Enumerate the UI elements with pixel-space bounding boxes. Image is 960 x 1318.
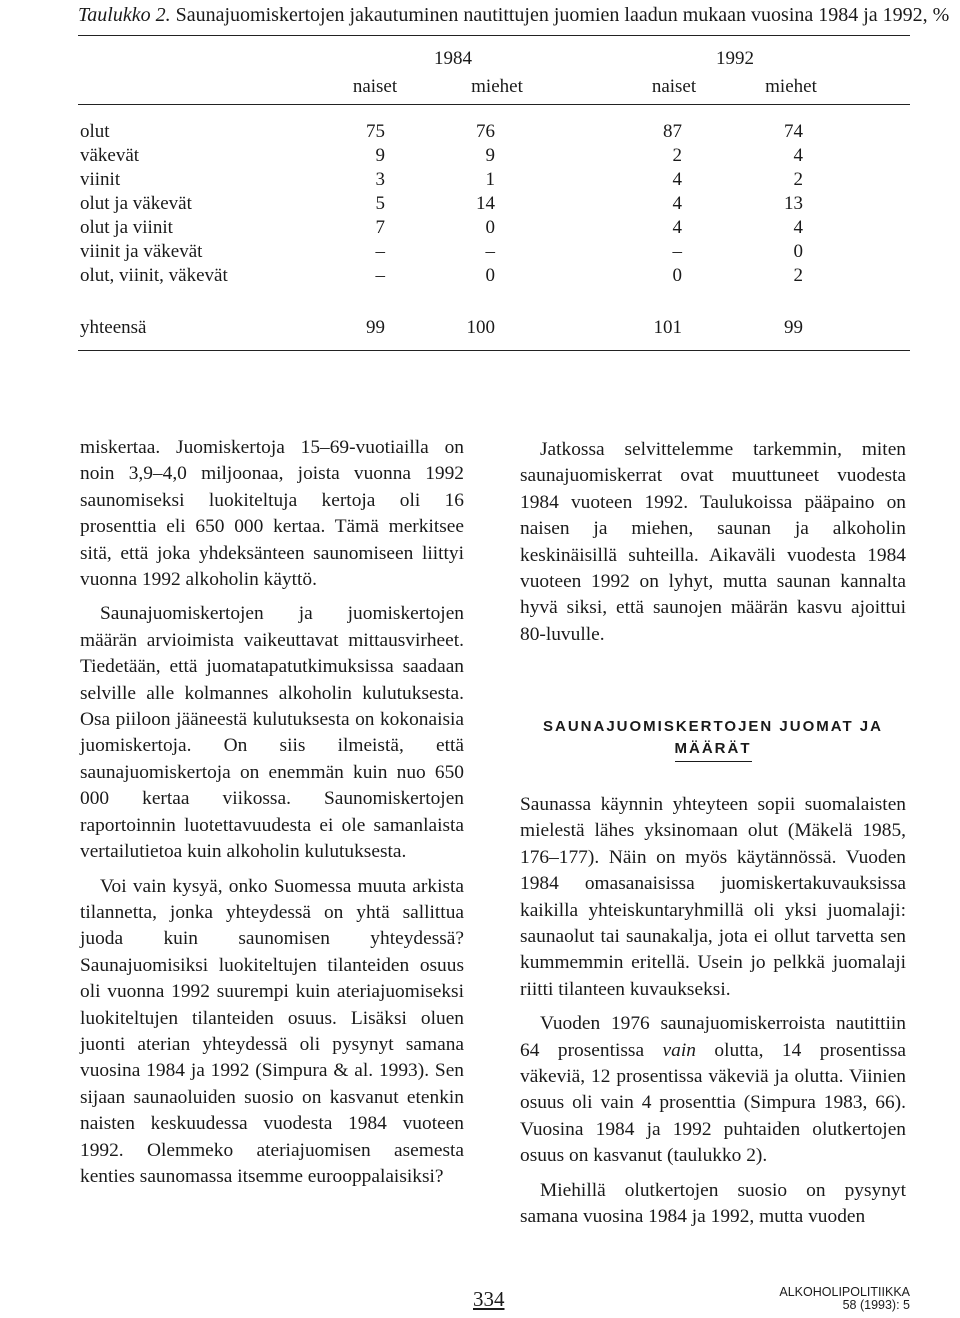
table-cell: – (375, 265, 385, 286)
table-cell: 76 (476, 121, 495, 142)
left-text-column (80, 435, 464, 1190)
total-label: yhteensä (80, 317, 147, 338)
page-number: 334 (473, 1287, 505, 1311)
table-cell: 9 (485, 145, 495, 166)
table-cell: 13 (784, 193, 803, 214)
right-paragraph-3-emphasis: vain (662, 1039, 696, 1061)
journal-issue: 58 (1993): 5 (842, 1298, 910, 1312)
table-cell: – (672, 241, 682, 262)
right-paragraph-4: Miehillä olutkertojen suosio on pysynyt samana vuosina 1984 ja 1992, mutta vuoden (520, 1179, 906, 1228)
left-paragraph-3: Voi vain kysyä, onko Suomessa muuta arkista tilannetta, jonka yhteydessä on yhtä sallittua juoda kuin saunomisen yhteydessä? Saunajuomisiksi luokiteltujen tilanteiden osuus oli vuonna 1992 suurempi kuin ateriajuomiseksi luokiteltujen tilanteiden osuus. Lisäksi oluen juonti aterian yhteydessä oli pysynyt samana vuosina 1984 ja 1992 (Simpura & al. 1993). Sen sijaan saunaoluiden suosio on kasvanut etenkin naisten keskuudessa vuodesta 1984 vuoteen 1992. Olemmeko ateriajuomisen asemesta kenties saunomassa itsemme eurooppalaisiksi? (80, 875, 464, 1187)
journal-info (779, 1286, 910, 1312)
journal-name: ALKOHOLIPOLITIIKKA (779, 1285, 910, 1299)
right-paragraph-1: Jatkossa selvittelemme tarkemmin, miten saunajuomiskerrat ovat muuttuneet vuodesta 1984 vuoteen 1992. Taulukoissa pääpaino on naisen ja miehen, saunan ja alkoholin keskinäisillä suhteilla. Aikaväli vuodesta 1984 vuoteen 1992 on lyhyt, mutta saunan kannalta hyvä siksi, että saunojen määrän kasvu ajoittui 80-luvulle. (520, 439, 906, 645)
table-cell: 4 (672, 217, 682, 238)
section-heading-line-1: SAUNAJUOMISKERTOJEN JUOMAT JA (543, 718, 883, 735)
table-cell: 0 (485, 217, 495, 238)
table-cell: 14 (476, 193, 495, 214)
table-cell: – (485, 241, 495, 262)
table-cell: 0 (485, 265, 495, 286)
right-text-column-top (520, 437, 906, 648)
table-cell: 4 (793, 145, 803, 166)
table-caption-text: Saunajuomiskertojen jakautuminen nautittujen juomien laadun mukaan vuosina 1984 ja 1992, % (175, 4, 950, 26)
col-header-miehet-1984: miehet (471, 76, 523, 97)
table-cell: 2 (793, 169, 803, 190)
table-cell: 4 (672, 169, 682, 190)
table-cell: 0 (672, 265, 682, 286)
total-cell: 100 (466, 317, 495, 338)
left-paragraph-1: miskertaa. Juomiskertoja 15–69-vuotiailla on noin 3,9–4,0 miljoonaa, joista vuonna 1992 saunomiseksi luokiteltuja kertoja oli 16 prosenttia eli 650 000 kertaa. Tämä merkitsee sitä, että joka yhdeksänteen saunomiseen liittyi vuonna 1992 alkoholin käyttö. (80, 437, 464, 591)
left-paragraph-2: Saunajuomiskertojen ja juomiskertojen määrän arvioimista vaikeuttavat mittausvirheet. Tiedetään, että juomatapatutkimuksissa saadaan selville alle kolmannes alkoholin kulutuksesta. Osa piiloon jääneestä kulutuksesta on kokonaisia juomiskertoja. On siis ilmeistä, että saunajuomiskertoja on enemmän kuin nuo 650 000 kertaa viikossa. Saunomiskertojen raportoinnin luotettavuudesta ei ole samanlaista vertailutietoa kuin alkoholin kulutuksesta. (80, 603, 464, 863)
table-cell: 4 (672, 193, 682, 214)
table-cell: – (375, 241, 385, 262)
section-heading (520, 716, 906, 762)
table-cell: 4 (793, 217, 803, 238)
table-caption (78, 4, 949, 27)
total-cell: 99 (366, 317, 385, 338)
row-label: olut, viinit, väkevät (80, 265, 228, 286)
table-header-rule (78, 104, 910, 105)
row-label: olut ja viinit (80, 217, 173, 238)
row-label: olut (80, 121, 110, 142)
table-cell: 1 (485, 169, 495, 190)
table-cell: 74 (784, 121, 803, 142)
row-label: viinit ja väkevät (80, 241, 203, 262)
table-bottom-rule (78, 350, 910, 351)
right-paragraph-3-start: Vuoden 1976 saunajuomiskerroista nautittiin 64 prosentissa (520, 1013, 906, 1061)
right-paragraph-2: Saunassa käynnin yhteyteen sopii suomalaisten mielestä lähes yksinomaan olut (Mäkelä 1985, 176–177). Näin on myös käytännössä. Vuoden 1984 omasanaisissa juomiskertakuvauksissa kaikilla yhteiskuntaryhmillä oli yksi juomalaji: saunaolut tai saunakalja, jota ei ollut tarvetta sen kummemmin eritellä. Usein jo pelkkä juomalaji riitti tilanteen kuvaukseksi. (520, 794, 906, 1000)
right-paragraph-3 (520, 1011, 906, 1169)
row-label: väkevät (80, 145, 140, 166)
table-cell: 5 (375, 193, 385, 214)
total-cell: 101 (653, 317, 682, 338)
right-text-column-bottom (520, 792, 906, 1231)
table-cell: 9 (375, 145, 385, 166)
table-cell: 87 (663, 121, 682, 142)
col-header-naiset-1992: naiset (651, 76, 697, 97)
row-label: olut ja väkevät (80, 193, 192, 214)
table-caption-label: Taulukko 2. (78, 4, 171, 26)
total-cell: 99 (784, 317, 803, 338)
row-label: viinit (80, 169, 121, 190)
year-1992: 1992 (716, 48, 754, 69)
table-cell: 0 (793, 241, 803, 262)
section-heading-line-2: MÄÄRÄT (675, 738, 752, 762)
col-header-miehet-1992: miehet (765, 76, 817, 97)
table-cell: 3 (375, 169, 385, 190)
col-header-naiset-1984: naiset (352, 76, 398, 97)
right-paragraph-3-end: olutta, 14 prosentissa väkeviä, 12 prosentissa väkeviä ja olutta. Viinien osuus oli vain 4 prosenttia (Simpura 1983, 66). Vuosina 1984 ja 1992 puhtaiden olutkertojen osuus on kasvanut (taulukko 2). (520, 1039, 906, 1167)
table-cell: 2 (672, 145, 682, 166)
table-cell: 7 (375, 217, 385, 238)
table-top-rule (78, 35, 910, 36)
year-1984: 1984 (434, 48, 472, 69)
table-cell: 2 (793, 265, 803, 286)
table-cell: 75 (366, 121, 385, 142)
